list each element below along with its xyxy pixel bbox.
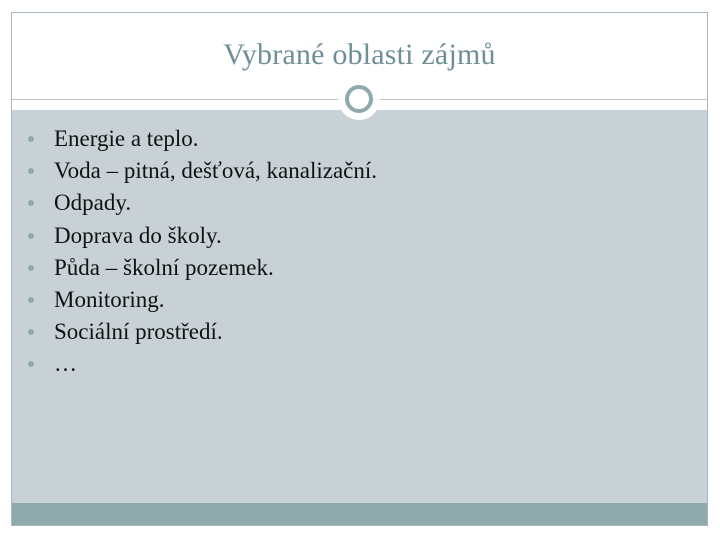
list-item xyxy=(28,220,688,252)
list-item-text: Energie a teplo. xyxy=(54,126,199,152)
bullet-list xyxy=(28,123,688,381)
list-item-text: Půda – školní pozemek. xyxy=(54,254,274,280)
list-item-text: … xyxy=(54,351,77,377)
list-item-text: Voda – pitná, dešťová, kanalizační. xyxy=(54,158,377,184)
list-item-text: Sociální prostředí. xyxy=(54,319,223,345)
ring-icon xyxy=(338,78,380,120)
bullet-dot-icon xyxy=(28,329,34,335)
list-item xyxy=(28,123,688,155)
list-item-text: Odpady. xyxy=(54,190,132,216)
bullet-dot-icon xyxy=(28,233,34,239)
list-item xyxy=(28,187,688,219)
footer-bar xyxy=(12,503,707,525)
list-item xyxy=(28,348,688,380)
list-item-text: Monitoring. xyxy=(54,287,165,313)
bullet-dot-icon xyxy=(28,297,34,303)
ring-inner xyxy=(345,85,373,113)
bullet-dot-icon xyxy=(28,136,34,142)
bullet-dot-icon xyxy=(28,200,34,206)
bullet-dot-icon xyxy=(28,168,34,174)
list-item xyxy=(28,155,688,187)
list-item xyxy=(28,284,688,316)
bullet-dot-icon xyxy=(28,265,34,271)
list-item-text: Doprava do školy. xyxy=(54,222,222,248)
slide-title: Vybrané oblasti zájmů xyxy=(223,38,496,71)
bullet-dot-icon xyxy=(28,361,34,367)
list-item xyxy=(28,316,688,348)
list-item xyxy=(28,252,688,284)
